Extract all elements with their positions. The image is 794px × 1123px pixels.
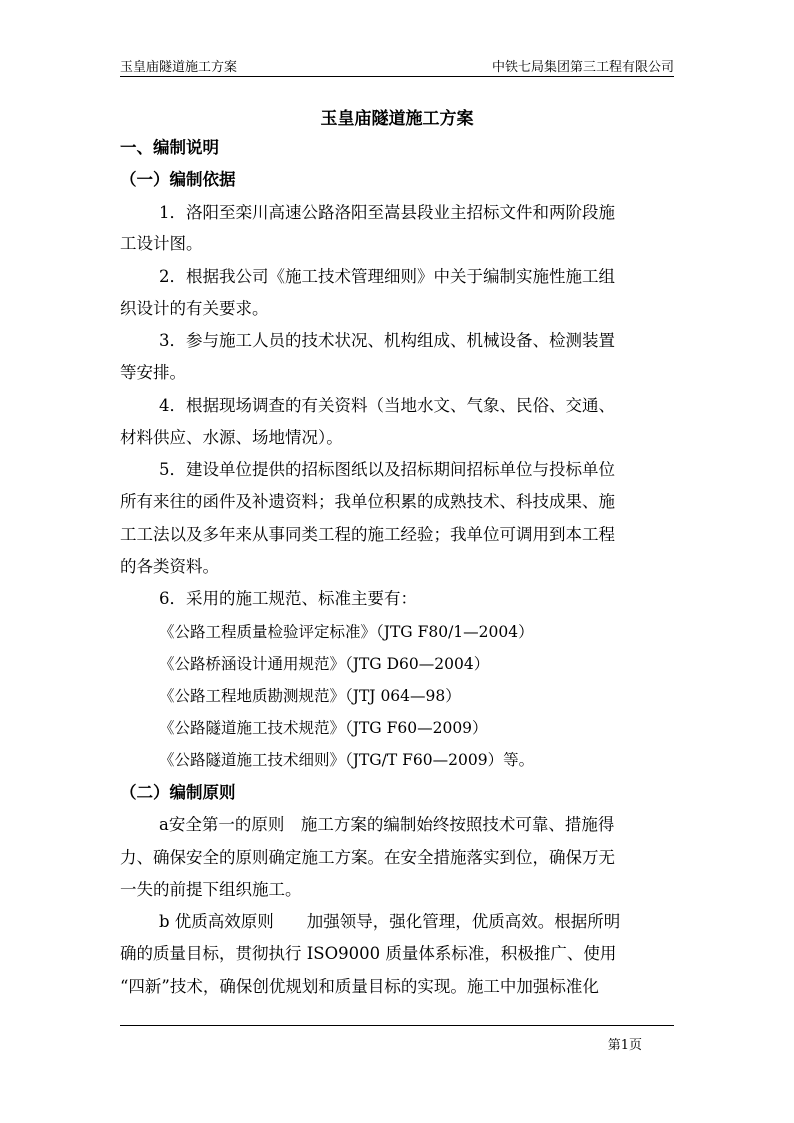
paragraph-line: 3．参与施工人员的技术状况、机构组成、机械设备、检测装置 bbox=[159, 331, 615, 350]
header-company-name: 中铁七局集团第三工程有限公司 bbox=[491, 60, 674, 75]
paragraph-line: b 优质高效原则 加强领导，强化管理，优质高效。根据所明 bbox=[159, 912, 621, 931]
paragraph-line: 工工法以及多年来从事同类工程的施工经验；我单位可调用到本工程 bbox=[120, 525, 615, 544]
paragraph-line: 4．根据现场调查的有关资料（当地水文、气象、民俗、交通、 bbox=[159, 396, 615, 415]
page-footer bbox=[120, 1025, 674, 1053]
paragraph-line: 等安排。 bbox=[120, 363, 186, 382]
section-heading: 一、编制说明 bbox=[120, 138, 219, 157]
page-header bbox=[120, 56, 674, 77]
subsection-heading: （二）编制原则 bbox=[120, 783, 236, 802]
paragraph-line: 6．采用的施工规范、标准主要有： bbox=[159, 589, 417, 608]
header-document-title: 玉皇庙隧道施工方案 bbox=[120, 60, 238, 75]
paragraph-line: 5．建设单位提供的招标图纸以及招标期间招标单位与投标单位 bbox=[159, 460, 615, 479]
paragraph-line: 1．洛阳至栾川高速公路洛阳至嵩县段业主招标文件和两阶段施 bbox=[159, 203, 615, 222]
document-title: 玉皇庙隧道施工方案 bbox=[320, 109, 474, 129]
paragraph-line: “四新”技术，确保创优规划和质量目标的实现。施工中加强标准化 bbox=[120, 977, 599, 996]
paragraph-line: 确的质量目标，贯彻执行 ISO9000 质量体系标准，积极推广、使用 bbox=[120, 944, 617, 963]
paragraph-line: 工设计图。 bbox=[120, 234, 203, 253]
page-number: 第1页 bbox=[607, 1038, 642, 1053]
paragraph-line: 的各类资料。 bbox=[120, 557, 219, 576]
subsection-heading: （一）编制依据 bbox=[120, 170, 236, 189]
standard-item: 《公路隧道施工技术细则》（JTG/T F60—2009）等。 bbox=[159, 751, 535, 769]
paragraph-line: 材料供应、水源、场地情况）。 bbox=[120, 428, 343, 447]
paragraph-line: 织设计的有关要求。 bbox=[120, 299, 269, 318]
paragraph-line: 所有来往的函件及补遗资料；我单位积累的成熟技术、科技成果、施 bbox=[120, 492, 615, 511]
standard-item: 《公路隧道施工技术规范》（JTG F60—2009） bbox=[159, 719, 488, 737]
standard-item: 《公路工程质量检验评定标准》（JTG F80/1—2004） bbox=[159, 623, 534, 641]
paragraph-line: 2．根据我公司《施工技术管理细则》中关于编制实施性施工组 bbox=[159, 267, 615, 286]
standard-item: 《公路桥涵设计通用规范》（JTG D60—2004） bbox=[159, 655, 490, 673]
paragraph-line: 一失的前提下组织施工。 bbox=[120, 880, 302, 899]
paragraph-line: 力、确保安全的原则确定施工方案。在安全措施落实到位，确保万无 bbox=[120, 848, 615, 867]
standard-item: 《公路工程地质勘测规范》（JTJ 064—98） bbox=[159, 687, 461, 705]
paragraph-line: a安全第一的原则 施工方案的编制始终按照技术可靠、措施得 bbox=[159, 815, 615, 834]
